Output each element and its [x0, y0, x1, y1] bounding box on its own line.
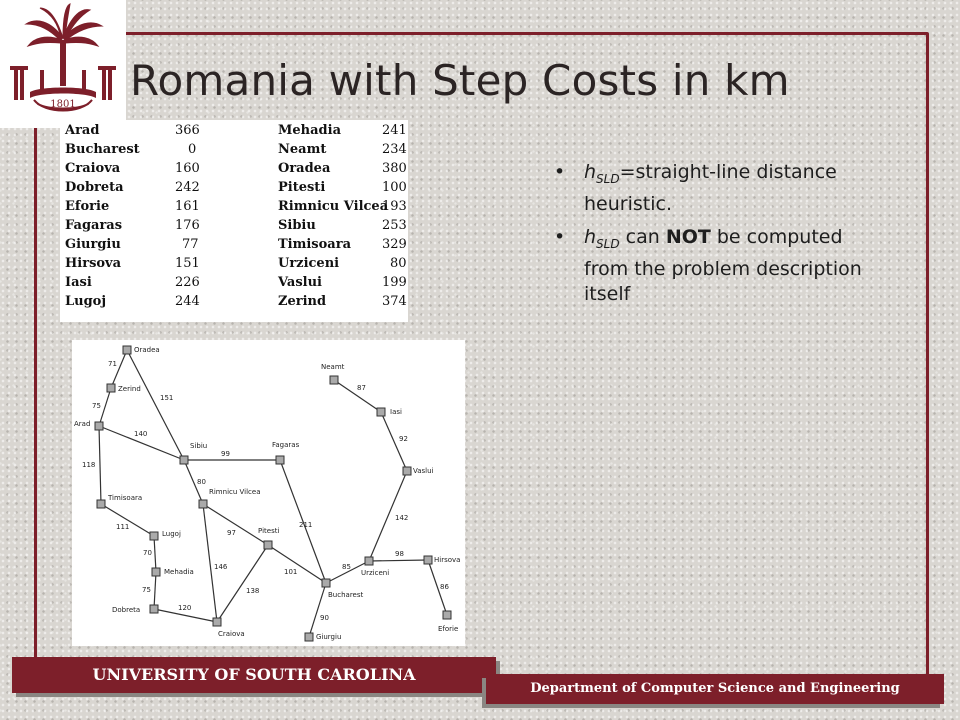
city-name: Mehadia [278, 123, 341, 138]
cost-lugoj-mehadia: 70 [143, 549, 152, 557]
city-node-oradea [123, 346, 131, 354]
city-label-oradea: Oradea [134, 346, 160, 354]
romania-road-map [72, 340, 465, 646]
city-name: Iasi [65, 275, 92, 290]
sld-value: 242 [175, 180, 200, 195]
city-label-lugoj: Lugoj [162, 530, 181, 538]
sld-value: 244 [175, 294, 200, 309]
city-node-lugoj [150, 532, 158, 540]
edge-cost-labels [82, 360, 449, 622]
sld-value: 374 [382, 294, 407, 309]
city-label-rimnicu-vilcea: Rimnicu Vilcea [209, 488, 261, 496]
city-label-vaslui: Vaslui [413, 467, 434, 475]
cost-zerind-arad: 75 [92, 402, 101, 410]
sld-heuristic-table [60, 120, 408, 322]
city-name: Timisoara [278, 237, 351, 252]
city-name: Sibiu [278, 218, 316, 233]
sld-value: 329 [382, 237, 407, 252]
university-logo [0, 0, 126, 128]
cost-craiova-rimnicu: 146 [214, 563, 228, 571]
sld-subscript: SLD [596, 236, 620, 251]
city-name: Oradea [278, 161, 331, 176]
city-label-neamt: Neamt [321, 363, 345, 371]
sld-value: 151 [175, 256, 200, 271]
city-label-timisoara: Timisoara [108, 494, 143, 502]
table-row [60, 141, 408, 159]
table-row [60, 179, 408, 197]
city-label-iasi: Iasi [390, 408, 402, 416]
city-node-vaslui [403, 467, 411, 475]
table-row [60, 198, 408, 216]
city-node-urziceni [365, 557, 373, 565]
city-name: Vaslui [278, 275, 322, 290]
bullet-text: be computed from the problem description itself [584, 225, 862, 305]
h-symbol: h [584, 225, 597, 248]
city-label-dobreta: Dobreta [112, 606, 141, 614]
cost-iasi-neamt: 87 [357, 384, 366, 392]
cost-sibiu-fagaras: 99 [221, 450, 230, 458]
palmetto-seal-icon [0, 0, 126, 128]
cost-timisoara-lugoj: 111 [116, 523, 130, 531]
city-node-sibiu [180, 456, 188, 464]
city-node-timisoara [97, 500, 105, 508]
city-label-urziceni: Urziceni [361, 569, 390, 577]
city-label-eforie: Eforie [438, 625, 459, 633]
city-label-sibiu: Sibiu [190, 442, 208, 450]
city-node-zerind [107, 384, 115, 392]
city-node-arad [95, 422, 103, 430]
sld-value: 80 [390, 256, 407, 271]
city-node-craiova [213, 618, 221, 626]
cost-bucharest-giurgiu: 90 [320, 614, 329, 622]
table-row [60, 274, 408, 292]
sld-value: 241 [382, 123, 407, 138]
city-name: Neamt [278, 142, 327, 157]
city-node-eforie [443, 611, 451, 619]
cost-oradea-zerind: 71 [108, 360, 117, 368]
cost-arad-timisoara: 118 [82, 461, 96, 469]
city-node-neamt [330, 376, 338, 384]
sld-value: 77 [182, 237, 199, 252]
cost-oradea-sibiu: 151 [160, 394, 174, 402]
bullet-text: can [619, 225, 666, 248]
city-name: Fagaras [65, 218, 123, 233]
table-row [60, 255, 408, 273]
table-row [60, 122, 408, 140]
city-label-fagaras: Fagaras [272, 441, 300, 449]
bullet-dot-icon: • [554, 161, 566, 183]
department-banner: Department of Computer Science and Engineering [486, 674, 944, 704]
city-label-mehadia: Mehadia [164, 568, 194, 576]
table-row [60, 293, 408, 311]
city-node-giurgiu [305, 633, 313, 641]
sld-value: 193 [382, 199, 407, 214]
cost-mehadia-dobreta: 75 [142, 586, 151, 594]
sld-value: 199 [382, 275, 407, 290]
cost-urziceni-vaslui: 142 [395, 514, 409, 522]
logo-year: 1801 [50, 99, 76, 110]
sld-value: 176 [175, 218, 200, 233]
bullet-item [554, 225, 890, 307]
bullet-list [554, 160, 890, 315]
sld-value: 0 [188, 142, 197, 157]
sld-value: 366 [175, 123, 200, 138]
city-node-iasi [377, 408, 385, 416]
slide-title: Romania with Step Costs in km [130, 56, 790, 105]
sld-subscript: SLD [596, 171, 620, 186]
city-label-arad: Arad [74, 420, 91, 428]
city-label-zerind: Zerind [118, 385, 141, 393]
cost-pitesti-bucharest: 101 [284, 568, 298, 576]
cost-craiova-pitesti: 138 [246, 587, 260, 595]
city-name: Lugoj [65, 294, 107, 309]
cost-fagaras-bucharest: 211 [299, 521, 313, 529]
cost-sibiu-rimnicu: 80 [197, 478, 206, 486]
sld-value: 100 [382, 180, 407, 195]
sld-value: 161 [175, 199, 200, 214]
city-node-pitesti [264, 541, 272, 549]
city-node-rimnicu-vilcea [199, 500, 207, 508]
city-name: Arad [65, 123, 100, 138]
city-name: Craiova [65, 161, 121, 176]
table-row [60, 236, 408, 254]
city-label-pitesti: Pitesti [258, 527, 280, 535]
university-banner: UNIVERSITY OF SOUTH CAROLINA [12, 657, 496, 693]
road-map-graph [72, 340, 465, 646]
bullet-text: =straight-line distance heuristic. [584, 161, 837, 215]
city-name: Urziceni [278, 256, 340, 271]
city-node-mehadia [152, 568, 160, 576]
city-node-dobreta [150, 605, 158, 613]
sld-value: 160 [175, 161, 200, 176]
bullet-item [554, 160, 890, 217]
city-name: Zerind [278, 294, 327, 309]
cost-vaslui-iasi: 92 [399, 435, 408, 443]
cost-dobreta-craiova: 120 [178, 604, 192, 612]
cost-hirsova-eforie: 86 [440, 583, 449, 591]
cost-urziceni-hirsova: 98 [395, 550, 404, 558]
road-edges [99, 350, 447, 637]
bullet-emphasis: NOT [665, 225, 711, 248]
city-label-hirsova: Hirsova [434, 556, 461, 564]
city-name: Bucharest [65, 142, 140, 157]
h-symbol: h [584, 161, 597, 183]
city-node-hirsova [424, 556, 432, 564]
sld-value: 234 [382, 142, 407, 157]
city-label-craiova: Craiova [218, 630, 245, 638]
city-labels [74, 346, 460, 641]
city-label-bucharest: Bucharest [328, 591, 364, 599]
city-label-giurgiu: Giurgiu [316, 633, 342, 641]
cost-arad-sibiu: 140 [134, 430, 148, 438]
city-name: Hirsova [65, 256, 122, 271]
sld-value: 253 [382, 218, 407, 233]
city-name: Pitesti [278, 180, 326, 195]
city-node-bucharest [322, 579, 330, 587]
bullet-dot-icon: • [554, 225, 566, 248]
city-node-fagaras [276, 456, 284, 464]
sld-value: 380 [382, 161, 407, 176]
city-name: Dobreta [65, 180, 124, 195]
table-row [60, 217, 408, 235]
sld-value: 226 [175, 275, 200, 290]
table-row [60, 160, 408, 178]
cost-rimnicu-pitesti: 97 [227, 529, 236, 537]
city-name: Giurgiu [65, 237, 121, 252]
city-name: Eforie [65, 199, 110, 214]
city-name: Rimnicu Vilcea [278, 199, 389, 214]
cost-bucharest-urziceni: 85 [342, 563, 351, 571]
